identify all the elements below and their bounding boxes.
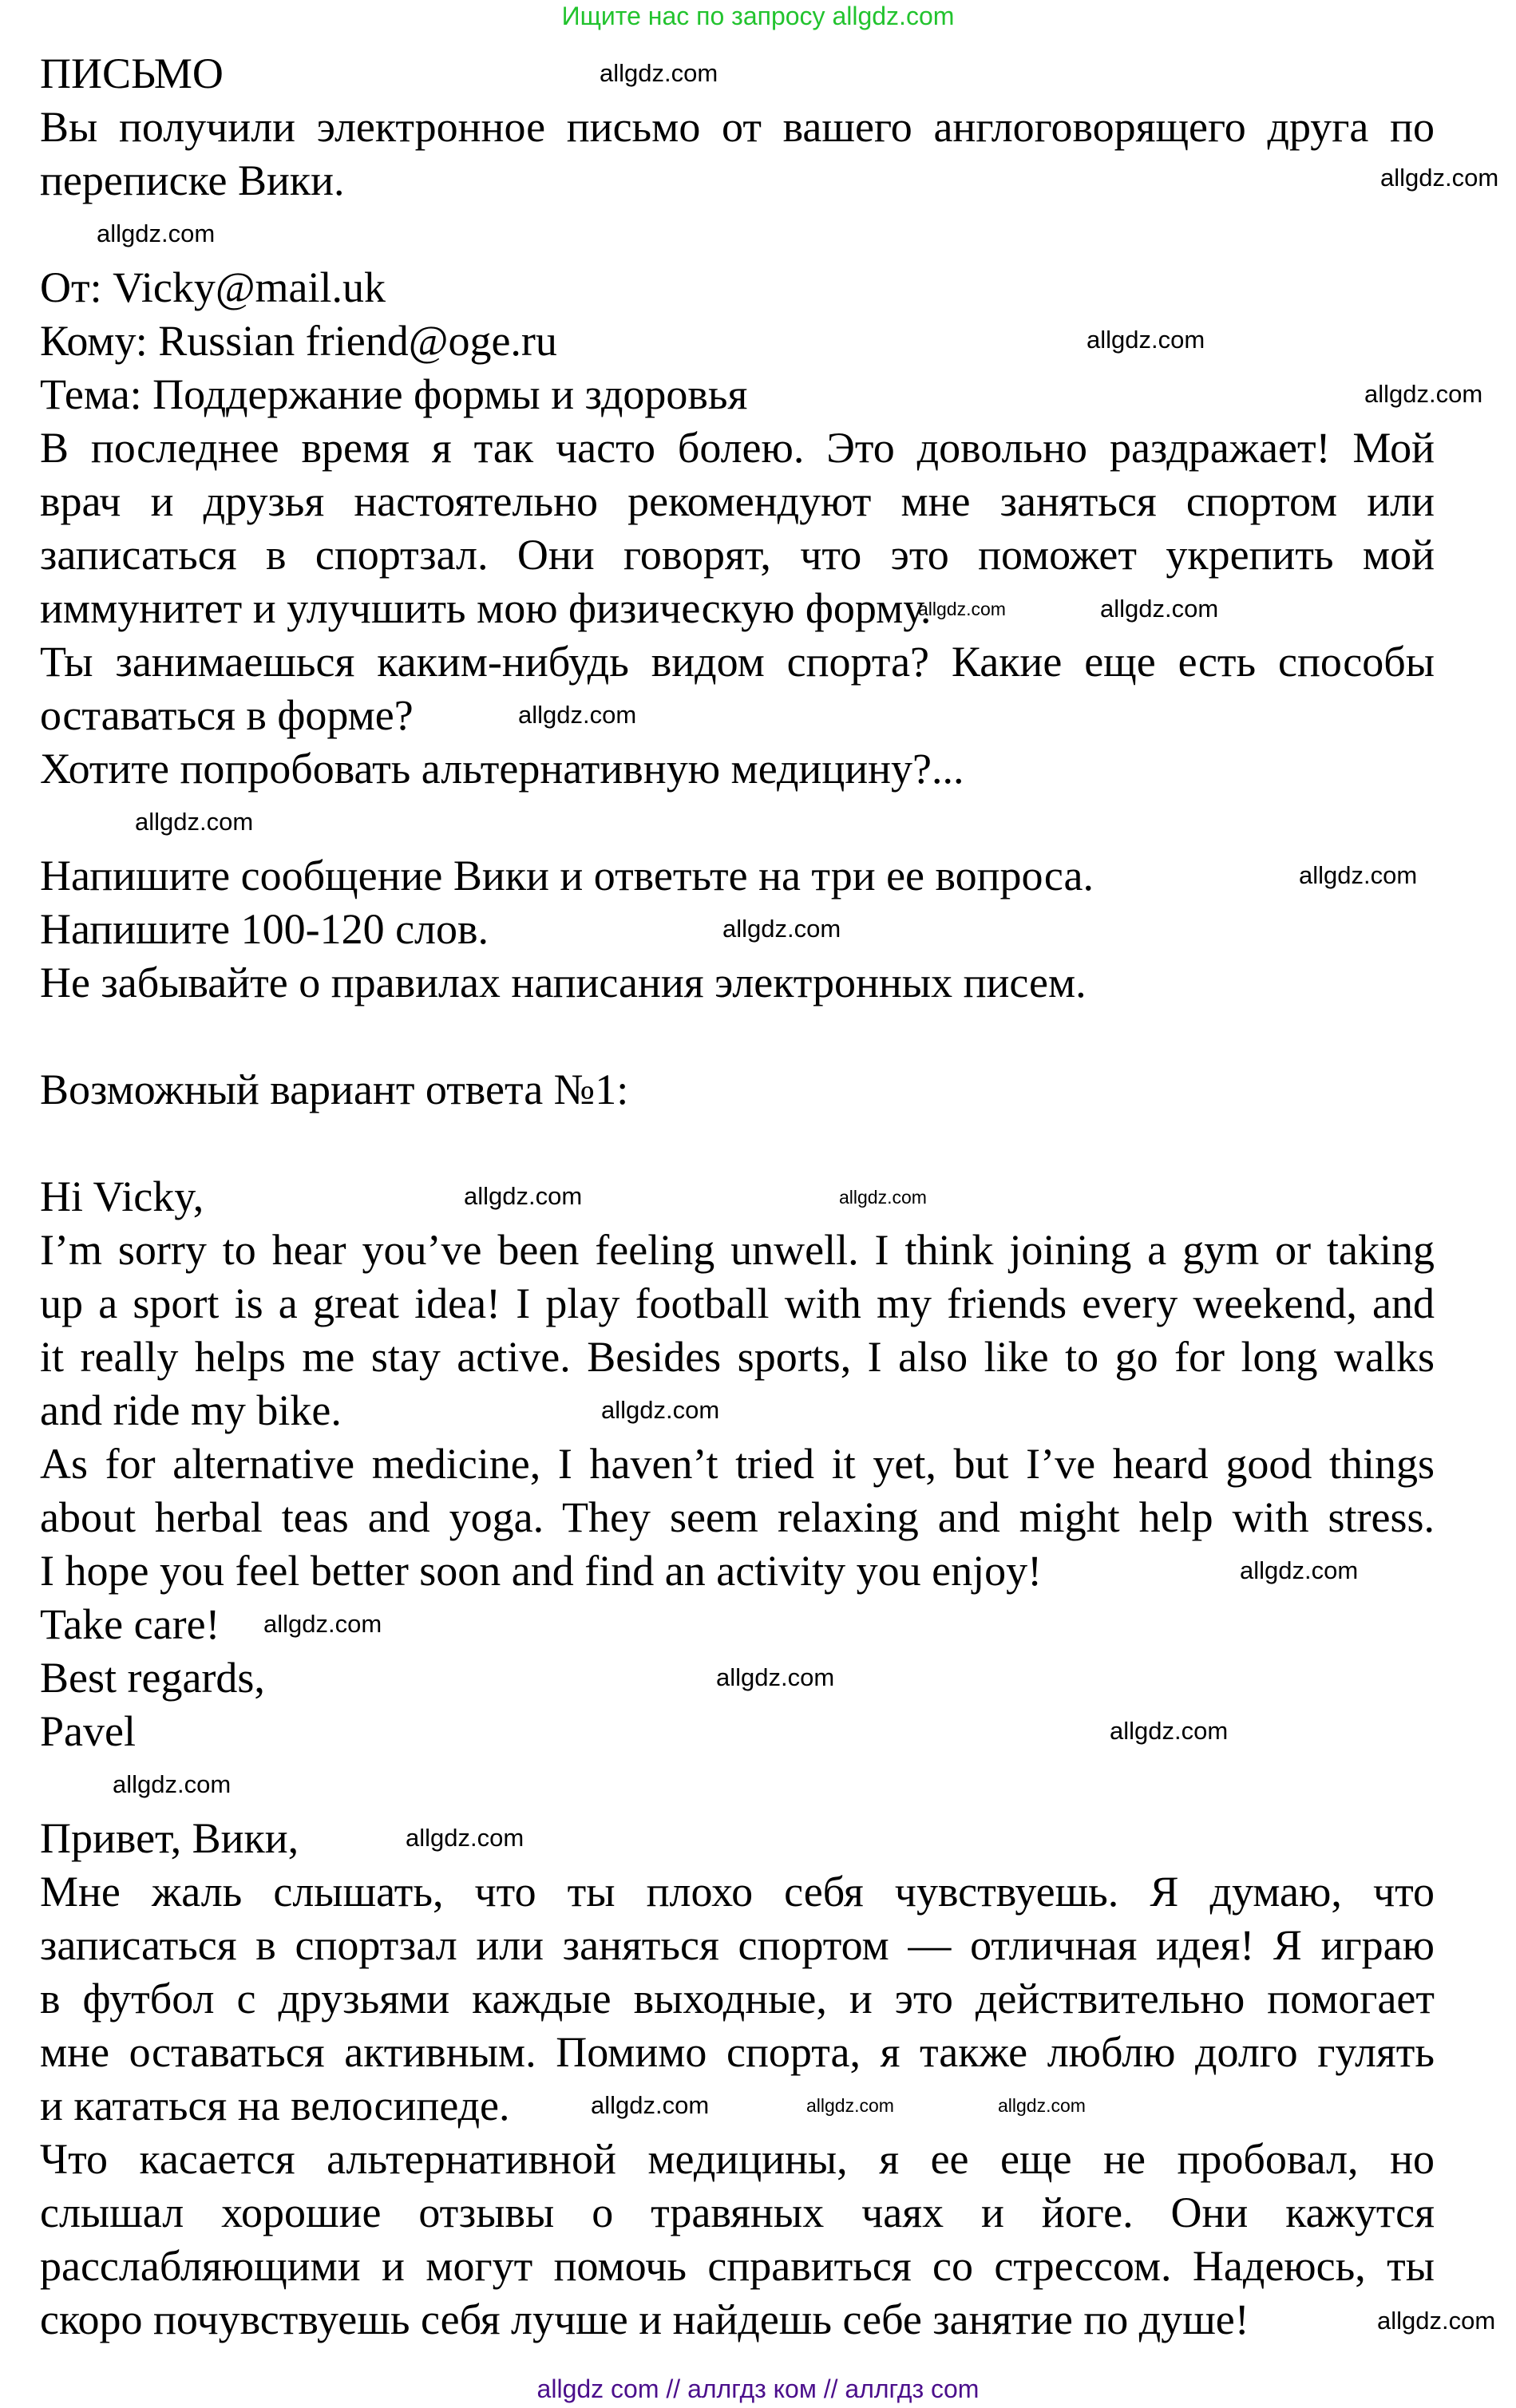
text-line: записаться в спортзал или заняться спортом — отличная идея! Я играю bbox=[40, 1921, 1435, 1969]
watermark: allgdz.com bbox=[1377, 2307, 1496, 2335]
watermark: allgdz.com bbox=[1299, 861, 1418, 889]
watermark: allgdz.com bbox=[464, 1182, 583, 1210]
text-line: оставаться в форме? bbox=[40, 691, 414, 739]
watermark: allgdz.com bbox=[716, 1663, 835, 1691]
text-line: about herbal teas and yoga. They seem relaxing and might help with stress. bbox=[40, 1493, 1435, 1541]
watermark: allgdz.com bbox=[601, 1396, 720, 1424]
text-line: в футбол с друзьями каждые выходные, и это действительно помогает bbox=[40, 1975, 1435, 2022]
text-line: Мне жаль слышать, что ты плохо себя чувствуешь. Я думаю, что bbox=[40, 1868, 1435, 1916]
text-line: As for alternative medicine, I haven’t tried it yet, but I’ve heard good things bbox=[40, 1440, 1435, 1488]
text-line: От: Vicky@mail.uk bbox=[40, 263, 386, 311]
text-line: I hope you feel better soon and find an activity you enjoy! bbox=[40, 1547, 1043, 1595]
watermark: allgdz.com bbox=[1364, 380, 1483, 408]
watermark: allgdz.com bbox=[918, 599, 1006, 619]
text-line: слышал хорошие отзывы о травяных чаях и йоге. Они кажутся bbox=[40, 2189, 1435, 2236]
text-line: иммунитет и улучшить мою физическую форму. bbox=[40, 584, 932, 632]
watermark: allgdz.com bbox=[998, 2095, 1086, 2116]
text-line: Ты занимаешься каким-нибудь видом спорта? Какие еще есть способы bbox=[40, 638, 1435, 686]
text-line: and ride my bike. bbox=[40, 1386, 342, 1434]
text-line: Не забывайте о правилах написания электронных писем. bbox=[40, 959, 1087, 1006]
text-line: it really helps me stay active. Besides sports, I also like to go for long walks bbox=[40, 1333, 1435, 1381]
watermark: allgdz.com bbox=[1380, 164, 1499, 192]
text-line: мне оставаться активным. Помимо спорта, я также люблю долго гулять bbox=[40, 2028, 1435, 2076]
search-banner: Ищите нас по запросу allgdz.com bbox=[561, 2, 955, 30]
footer-links: allgdz com // аллгдз ком // аллгдз com bbox=[536, 2374, 980, 2403]
text-line: Что касается альтернативной медицины, я ее еще не пробовал, но bbox=[40, 2135, 1435, 2183]
watermark: allgdz.com bbox=[113, 1770, 232, 1798]
text-line: Напишите 100-120 слов. bbox=[40, 905, 489, 953]
text-line: Hi Vicky, bbox=[40, 1172, 204, 1220]
text-line: расслабляющими и могут помочь справиться со стрессом. Надеюсь, ты bbox=[40, 2242, 1435, 2290]
text-line: Хотите попробовать альтернативную медицину?... bbox=[40, 745, 964, 793]
watermark: allgdz.com bbox=[722, 915, 841, 943]
watermark: allgdz.com bbox=[135, 808, 254, 836]
watermark: allgdz.com bbox=[600, 59, 718, 87]
text-line: Возможный вариант ответа №1: bbox=[40, 1066, 629, 1113]
watermark: allgdz.com bbox=[263, 1610, 382, 1638]
watermark: allgdz.com bbox=[806, 2095, 894, 2116]
text-line: Напишите сообщение Вики и ответьте на три ее вопроса. bbox=[40, 852, 1094, 900]
text-line: Привет, Вики, bbox=[40, 1814, 299, 1862]
watermark: allgdz.com bbox=[1100, 595, 1219, 623]
text-line: скоро почувствуешь себя лучше и найдешь себе занятие по душе! bbox=[40, 2295, 1249, 2343]
text-line: и кататься на велосипеде. bbox=[40, 2082, 510, 2129]
text-line: записаться в спортзал. Они говорят, что это поможет укрепить мой bbox=[40, 531, 1435, 579]
watermark: allgdz.com bbox=[1240, 1556, 1359, 1584]
text-line: Take care! bbox=[40, 1600, 220, 1648]
text-line: В последнее время я так часто болею. Это довольно раздражает! Мой bbox=[40, 424, 1435, 472]
text-line: I’m sorry to hear you’ve been feeling unwell. I think joining a gym or taking bbox=[40, 1226, 1435, 1274]
watermark: allgdz.com bbox=[839, 1187, 927, 1208]
text-line: Тема: Поддержание формы и здоровья bbox=[40, 370, 748, 418]
watermark: allgdz.com bbox=[1087, 326, 1205, 354]
watermark: allgdz.com bbox=[591, 2091, 710, 2119]
text-line: Pavel bbox=[40, 1707, 136, 1755]
text-line: переписке Вики. bbox=[40, 156, 345, 204]
text-line: врач и друзья настоятельно рекомендуют мне заняться спортом или bbox=[40, 477, 1435, 525]
watermark: allgdz.com bbox=[1110, 1717, 1229, 1745]
text-line: Best regards, bbox=[40, 1654, 265, 1702]
text-line: Кому: Russian friend@oge.ru bbox=[40, 317, 557, 365]
watermark: allgdz.com bbox=[97, 219, 216, 247]
text-line: ПИСЬМО bbox=[40, 49, 224, 97]
text-line: up a sport is a great idea! I play football with my friends every weekend, and bbox=[40, 1279, 1435, 1327]
watermark: allgdz.com bbox=[518, 701, 637, 729]
watermark: allgdz.com bbox=[406, 1824, 524, 1852]
text-line: Вы получили электронное письмо от вашего англоговорящего друга по bbox=[40, 103, 1435, 151]
